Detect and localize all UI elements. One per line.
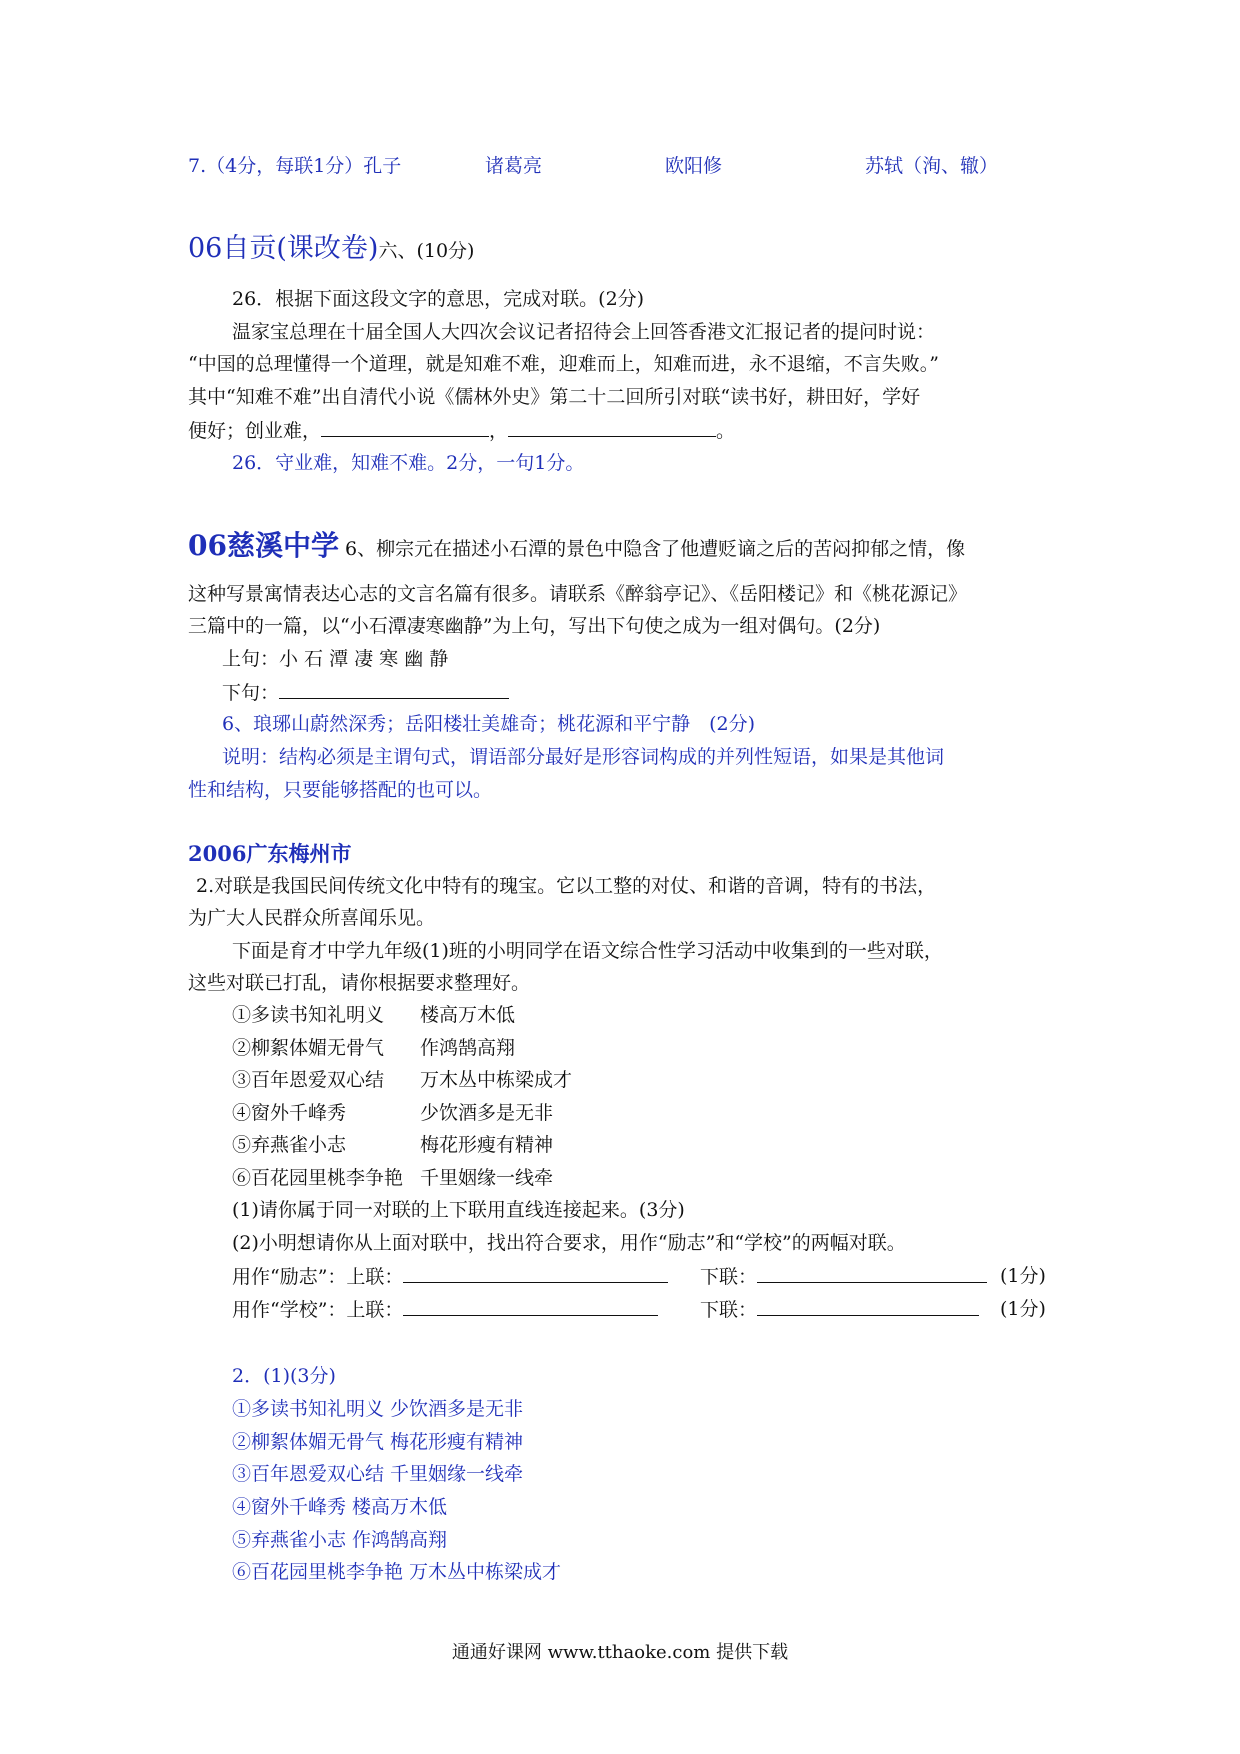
section-cixi-source: 06慈溪中学 [188, 529, 339, 562]
q6-para-line-2: 三篇中的一篇，以“小石潭凄寒幽静”为上句，写出下句使之成为一组对偶句。(2分) [188, 615, 881, 637]
q2-row-xuexiao-lower [700, 1295, 979, 1324]
section-cixi-heading [188, 528, 965, 567]
q7-answer-line [188, 152, 401, 180]
section-zigong-heading [188, 232, 474, 268]
q26-prompt: 26．根据下面这段文字的意思，完成对联。(2分) [232, 288, 645, 310]
section-meizhou-heading: 2006广东梅州市 [188, 841, 352, 866]
q6-para-line-1: 这种写景寓情表达心志的文言名篇有很多。请联系《醉翁亭记》、《岳阳楼记》和《桃花源记》 [188, 583, 968, 605]
couplet-item [232, 1001, 384, 1029]
couplet-lower: 楼高万木低 [420, 1004, 516, 1026]
q2-answer-line: ⑤弃燕雀小志 作鸿鹄高翔 [232, 1529, 448, 1551]
q2-para-line-1: 2.对联是我国民间传统文化中特有的瑰宝。它以工整的对仗、和谐的音调，特有的书法， [196, 875, 937, 897]
q7-answer-1: 7.（4分，每联1分）孔子 [188, 155, 402, 177]
section-zigong-source: 06自贡(课改卷) [188, 233, 379, 264]
q2-answer-heading: 2．(1)(3分) [232, 1365, 336, 1387]
couplet-lower: 少饮酒多是无非 [420, 1102, 554, 1124]
q7-answer-3: 欧阳修 [665, 155, 723, 177]
couplet-upper: ⑤弃燕雀小志 [232, 1134, 347, 1156]
q2-row-lizhi-lower [700, 1262, 987, 1291]
couplet-upper: ②柳絮体媚无骨气 [232, 1037, 385, 1059]
couplet-upper: ①多读书知礼明义 [232, 1004, 385, 1026]
xuexiao-score: (1分) [1000, 1298, 1046, 1320]
q2-para-line-2: 为广大人民群众所喜闻乐见。 [188, 907, 436, 929]
couplet-lower: 作鸿鹄高翔 [420, 1037, 516, 1059]
q6-lower-label: 下句： [222, 682, 280, 704]
q6-prompt: 6、柳宗元在描述小石潭的景色中隐含了他遭贬谪之后的苦闷抑郁之情，像 [345, 538, 966, 560]
q6-lower-blank[interactable] [279, 678, 509, 699]
q2-row-lizhi [232, 1262, 668, 1291]
q2-answer-line: ②柳絮体媚无骨气 梅花形瘦有精神 [232, 1431, 524, 1453]
q26-blank-1[interactable] [321, 416, 489, 437]
couplet-upper: ③百年恩爱双心结 [232, 1069, 385, 1091]
q6-note-line-1 [188, 743, 944, 771]
page-footer: 通通好课网 www.tthaoke.com 提供下载 [451, 1642, 789, 1663]
q2-para-line-4: 这些对联已打乱，请你根据要求整理好。 [188, 972, 531, 994]
q26-comma: ， [489, 420, 509, 442]
q6-note-1: 说明：结构必须是主谓句式，谓语部分最好是形容词构成的并列性短语，如果是其他词 [222, 746, 945, 768]
xuexiao-lower-label: 下联： [700, 1299, 758, 1321]
q26-para-line-2: “中国的总理懂得一个道理，就是知难不难，迎难而上，知难而进，永不退缩，不言失败。” [188, 353, 939, 375]
q26-prefix: 便好；创业难， [188, 420, 322, 442]
q6-answer: 6、琅琊山蔚然深秀；岳阳楼壮美雄奇；桃花源和平宁静 (2分) [222, 713, 756, 735]
q2-row-xuexiao [232, 1295, 658, 1324]
q26-answer: 26．守业难，知难不难。2分，一句1分。 [232, 452, 585, 474]
lizhi-score: (1分) [1000, 1265, 1046, 1287]
lizhi-upper-blank[interactable] [403, 1262, 668, 1283]
couplet-upper: ④窗外千峰秀 [232, 1102, 347, 1124]
lizhi-lower-label: 下联： [700, 1266, 758, 1288]
q6-upper-line: 上句：小 石 潭 凄 寒 幽 静 [222, 648, 449, 670]
q2-answer-line: ③百年恩爱双心结 千里姻缘一线牵 [232, 1463, 524, 1485]
q26-para-line-1: 温家宝总理在十届全国人大四次会议记者招待会上回答香港文汇报记者的提问时说： [232, 321, 936, 343]
section-zigong-part: 六、(10分) [378, 240, 475, 262]
q6-note-line-2: 性和结构，只要能够搭配的也可以。 [188, 779, 493, 801]
lizhi-lower-blank[interactable] [757, 1262, 987, 1283]
q26-para-line-3: 其中“知难不难”出自清代小说《儒林外史》第二十二回所引对联“读书好，耕田好，学好 [188, 386, 921, 408]
q26-para-line-4 [188, 416, 735, 445]
q2-para-line-3: 下面是育才中学九年级(1)班的小明同学在语文综合性学习活动中收集到的一些对联， [232, 940, 943, 962]
q6-lower-line [222, 678, 509, 707]
q2-answer-line: ④窗外千峰秀 楼高万木低 [232, 1496, 448, 1518]
couplet-upper: ⑥百花园里桃李争艳 [232, 1167, 404, 1189]
q26-period: 。 [716, 420, 736, 442]
couplet-lower: 万木丛中栋梁成才 [420, 1069, 573, 1091]
q26-blank-2[interactable] [508, 416, 716, 437]
q2-answer-line: ①多读书知礼明义 少饮酒多是无非 [232, 1398, 524, 1420]
xuexiao-lower-blank[interactable] [757, 1295, 979, 1316]
q7-answer-4: 苏轼（洵、辙） [865, 155, 999, 177]
q2-sub1: (1)请你属于同一对联的上下联用直线连接起来。(3分) [232, 1199, 685, 1221]
q2-sub2: (2)小明想请你从上面对联中，找出符合要求，用作“励志”和“学校”的两幅对联。 [232, 1232, 906, 1254]
xuexiao-upper-label: 用作“学校”：上联： [232, 1299, 404, 1321]
couplet-lower: 梅花形瘦有精神 [420, 1134, 554, 1156]
q2-answer-line: ⑥百花园里桃李争艳 万木丛中栋梁成才 [232, 1561, 562, 1583]
q7-answer-2: 诸葛亮 [485, 155, 543, 177]
couplet-lower: 千里姻缘一线牵 [420, 1167, 554, 1189]
lizhi-upper-label: 用作“励志”：上联： [232, 1266, 404, 1288]
xuexiao-upper-blank[interactable] [403, 1295, 658, 1316]
